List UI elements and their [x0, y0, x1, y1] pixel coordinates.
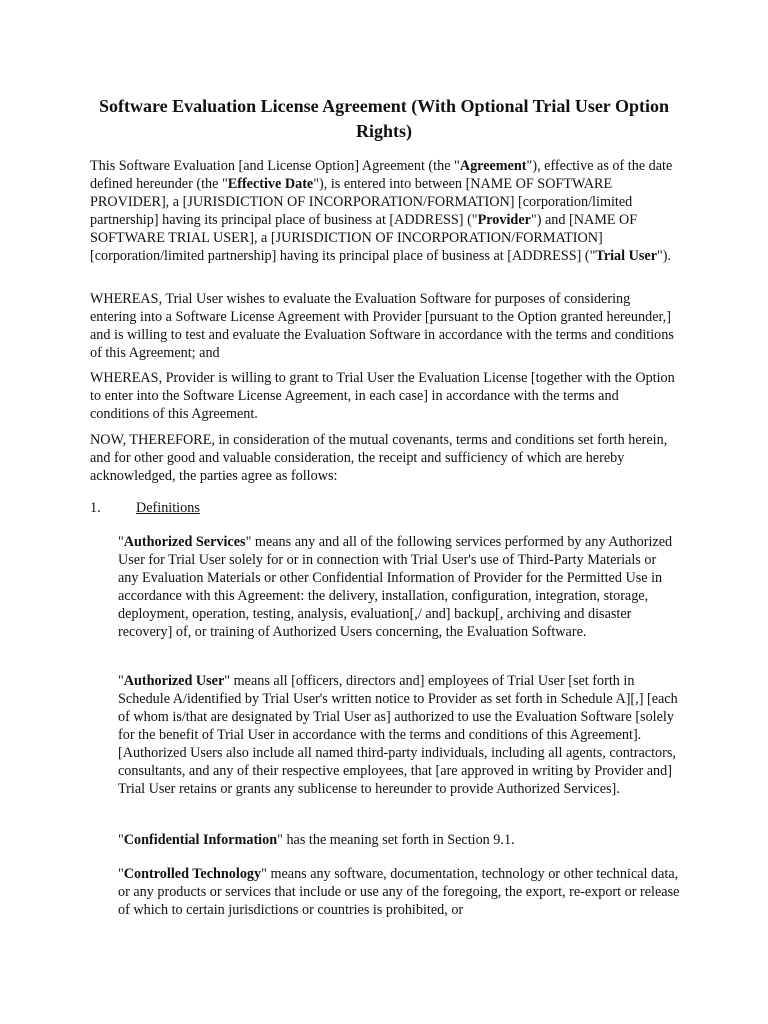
defined-term-provider: Provider [477, 212, 531, 228]
defined-term-effective-date: Effective Date [227, 176, 314, 192]
definition-paragraph: "Authorized Services" means any and all of the following services performed by any Authorized User for Trial User solely for or in connection with Trial User's use of Third-Party Materials or any Evaluation Materials or other Confidential Information of Provider for the Permitted Use in accordance with this Agreement: the delivery, installation, configuration, integration, storage, deployment, operation, testing, analysis, evaluation[,/ and] backup[, archiving and disaster recovery] of, or training of Authorized Users concerning, the Evaluation Software. [118, 534, 673, 640]
intro-text: "). [657, 248, 672, 264]
section-title: Definitions [136, 500, 200, 516]
now-therefore-paragraph: NOW, THEREFORE, in consideration of the mutual covenants, terms and conditions set forth herein, and for other good and valuable consideration, the receipt and sufficiency of which are hereby acknowledged, the parties agree as follows: [90, 432, 668, 484]
definition-paragraph: "Controlled Technology" means any software, documentation, technology or other technical data, or any products or services that include or use any of the foregoing, the export, re-export or release of which to certain jurisdictions or countries is prohibited, or [118, 866, 680, 918]
intro-text: ") and [NAME OF SOFTWARE TRIAL USER], a [JURISDICTION OF INCORPORATION/FORMATION] [corporation/limited partnership] having its principal place of business at [ADDRESS] (" [90, 212, 638, 264]
intro-text: This Software Evaluation [and License Option] Agreement (the " [90, 158, 460, 174]
intro-paragraph [90, 157, 680, 265]
definition-text: has the meaning set forth in Section 9.1. [282, 832, 515, 848]
definition-text: means any software, documentation, technology or other technical data, or any products or services that include or use any of the foregoing, the export, re-export or release of which to certain jurisdictions or countries is prohibited, or [118, 866, 680, 918]
intro-text: "), effective as of the date defined hereunder (the " [90, 158, 673, 192]
defined-term-trial-user: Trial User [595, 248, 657, 264]
whereas-paragraph-2: WHEREAS, Provider is willing to grant to Trial User the Evaluation License [together with the Option to enter into the Software License Agreement, in each case] in accordance with the terms and conditions of this Agreement. [90, 370, 675, 422]
definition-term: Confidential Information [123, 832, 278, 848]
defined-term-agreement: Agreement [459, 158, 527, 174]
definition-text: means any and all of the following services performed by any Authorized User for Trial User solely for or in connection with Trial User's use of Third-Party Materials or any Evaluation Materials or other Confidential Information of Provider for the Permitted Use in accordance with this Agreement: the delivery, installation, configuration, integration, storage, deployment, operation, testing, analysis, evaluation[,/ and] backup[, archiving and disaster recovery] of, or training of Authorized Users concerning, the Evaluation Software. [118, 534, 673, 640]
definition-term: Authorized User [123, 673, 225, 689]
whereas-paragraph-1: WHEREAS, Trial User wishes to evaluate the Evaluation Software for purposes of considering entering into a Software License Agreement with Provider [pursuant to the Option granted hereunder,] and is willing to test and evaluate the Evaluation Software in accordance with the terms and conditions of this Agreement; and [90, 291, 674, 361]
definition-term: Authorized Services [123, 534, 246, 550]
intro-text: "), is entered into between [NAME OF SOFTWARE PROVIDER], a [JURISDICTION OF INCORPORATION/FORMATION] [corporation/limited partnership] having its principal place of business at [ADDRESS] (" [90, 176, 633, 228]
definition-paragraph: "Authorized User" means all [officers, directors and] employees of Trial User [set forth in Schedule A/identified by Trial User's written notice to Provider as set forth in Schedule A][,] [each of whom is/that are designated by Trial User as] authorized to use the Evaluation Software [solely for the benefit of Trial User in accordance with the terms and conditions of this Agreement]. [Authorized Users also include all named third-party individuals, including all agents, contractors, consultants, and any of their respective employees, that [are approved in writing by Provider and] Trial User retains or grants any sublicense to hereunder to provide Authorized Services]. [118, 673, 678, 797]
definition-term: Controlled Technology [123, 866, 262, 882]
section-heading [90, 499, 680, 517]
document-title: Software Evaluation License Agreement (With Optional Trial User Option Rights) [98, 96, 669, 141]
section-number: 1. [90, 500, 101, 516]
definition-paragraph: "Confidential Information" has the meaning set forth in Section 9.1. [118, 832, 515, 848]
definition-text: means all [officers, directors and] employees of Trial User [set forth in Schedule A/identified by Trial User's written notice to Provider as set forth in Schedule A][,] [each of whom is/that are designated by Trial User as] authorized to use the Evaluation Software [solely for the benefit of Trial User in accordance with the terms and conditions of this Agreement]. [Authorized Users also include all named third-party individuals, including all agents, contractors, consultants, and any of their respective employees, that [are approved in writing by Provider and] Trial User retains or grants any sublicense to hereunder to provide Authorized Services]. [118, 673, 678, 797]
